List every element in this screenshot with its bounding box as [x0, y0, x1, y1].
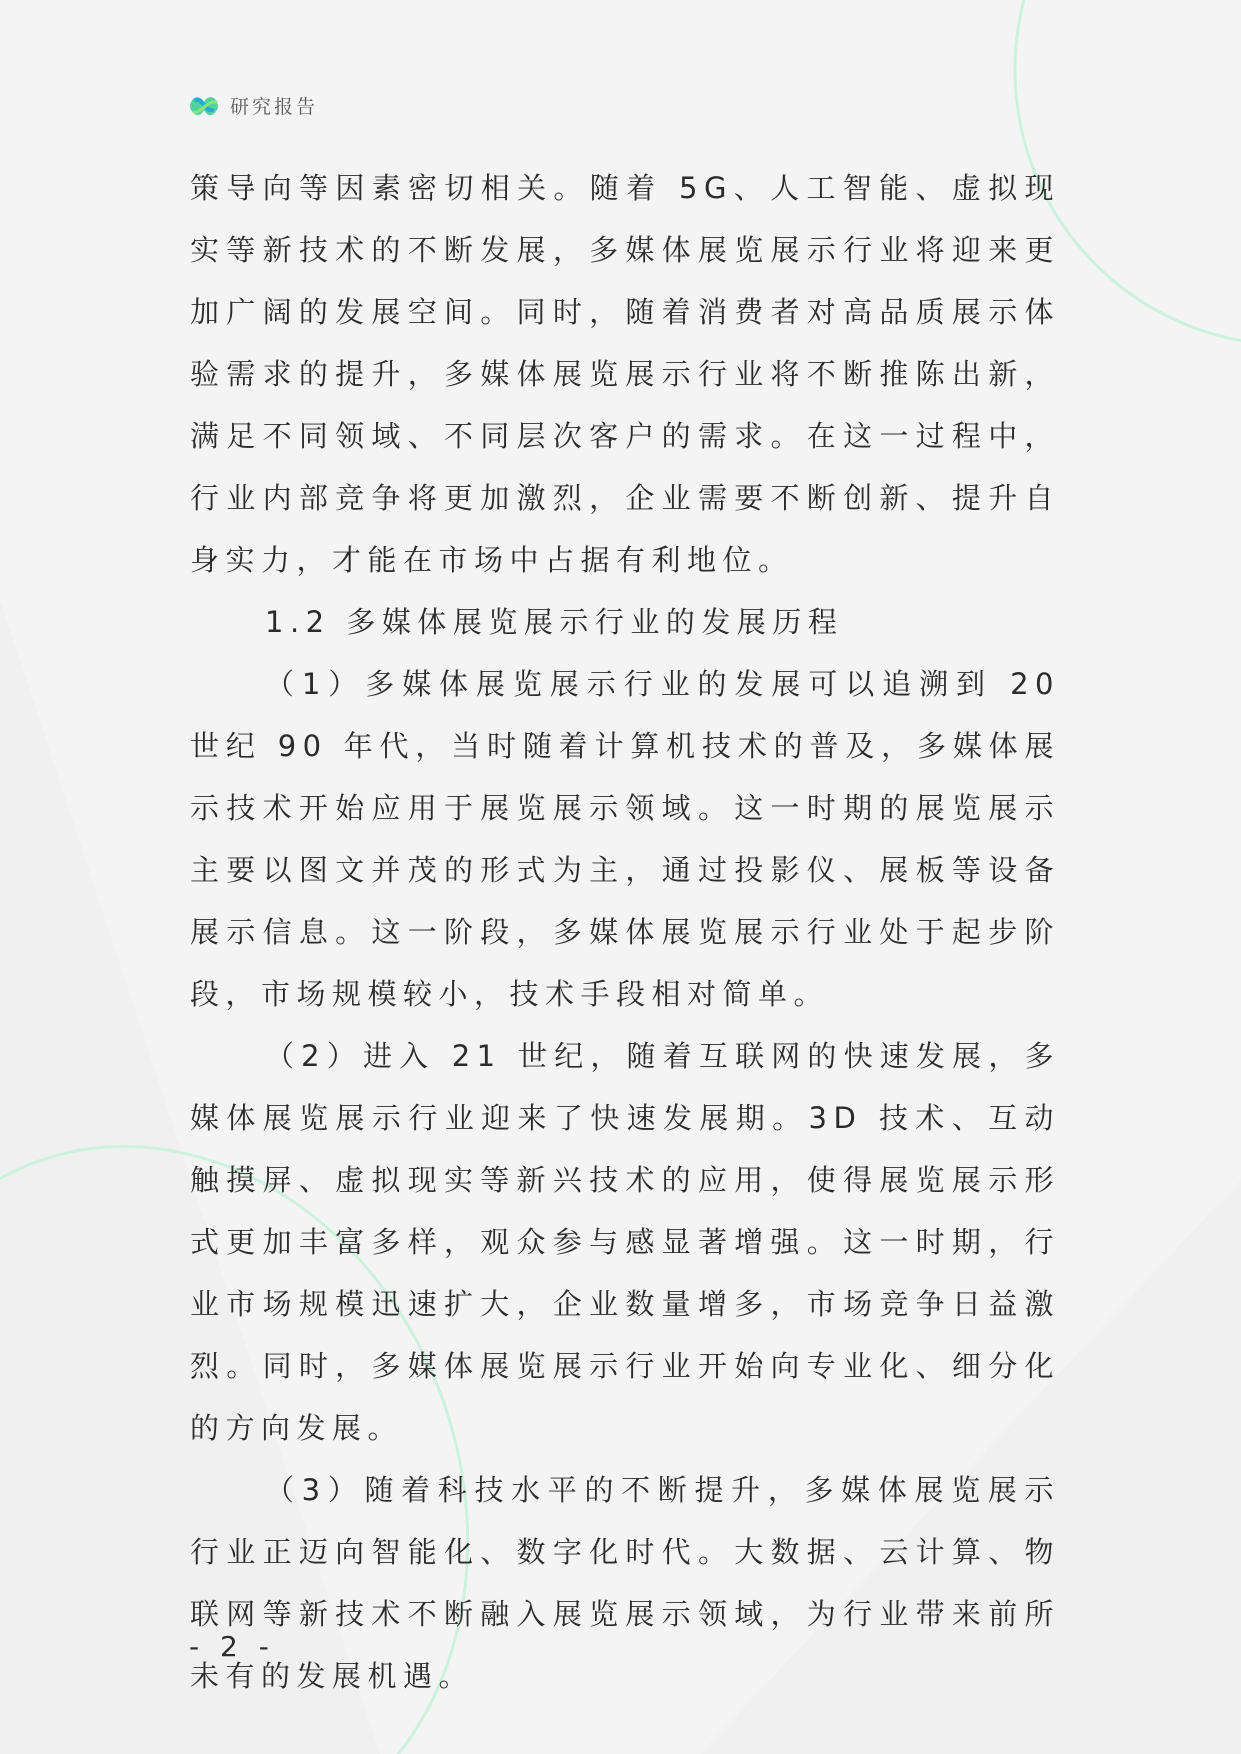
header-title: 研究报告: [230, 95, 319, 118]
section-heading: 1.2 多媒体展览展示行业的发展历程: [265, 605, 844, 639]
body-paragraph: 策导向等因素密切相关。随着 5G、人工智能、虚拟现实等新技术的不断发展，多媒体展览展示行业将迎来更加广阔的发展空间。同时，随着消费者对高品质展示体验需求的提升，多媒体展览展示行业将不断推陈出新，满足不同领域、不同层次客户的需求。在这一过程中，行业内部竞争将更加激烈，企业需要不断创新、提升自身实力，才能在市场中占据有利地位。: [190, 171, 1060, 577]
body-paragraph: （2）进入 21 世纪，随着互联网的快速发展，多媒体展览展示行业迎来了快速发展期。3D 技术、互动触摸屏、虚拟现实等新兴技术的应用，使得展览展示形式更加丰富多样，观众参与感显著增强。这一时期，行业市场规模迅速扩大，企业数量增多，市场竞争日益激烈。同时，多媒体展览展示行业开始向专业化、细分化的方向发展。: [190, 1039, 1060, 1445]
page-number: - 2 -: [189, 1630, 275, 1663]
document-body: [190, 157, 1060, 1707]
body-paragraph: （3）随着科技水平的不断提升，多媒体展览展示行业正迈向智能化、数字化时代。大数据、云计算、物联网等新技术不断融入展览展示领域，为行业带来前所未有的发展机遇。: [190, 1473, 1060, 1693]
body-paragraph: （1）多媒体展览展示行业的发展可以追溯到 20 世纪 90 年代，当时随着计算机技术的普及，多媒体展示技术开始应用于展览展示领域。这一时期的展览展示主要以图文并茂的形式为主，通过投影仪、展板等设备展示信息。这一阶段，多媒体展览展示行业处于起步阶段，市场规模较小，技术手段相对简单。: [190, 667, 1060, 1011]
page-header: [186, 88, 318, 122]
report-logo-icon: [186, 88, 222, 122]
